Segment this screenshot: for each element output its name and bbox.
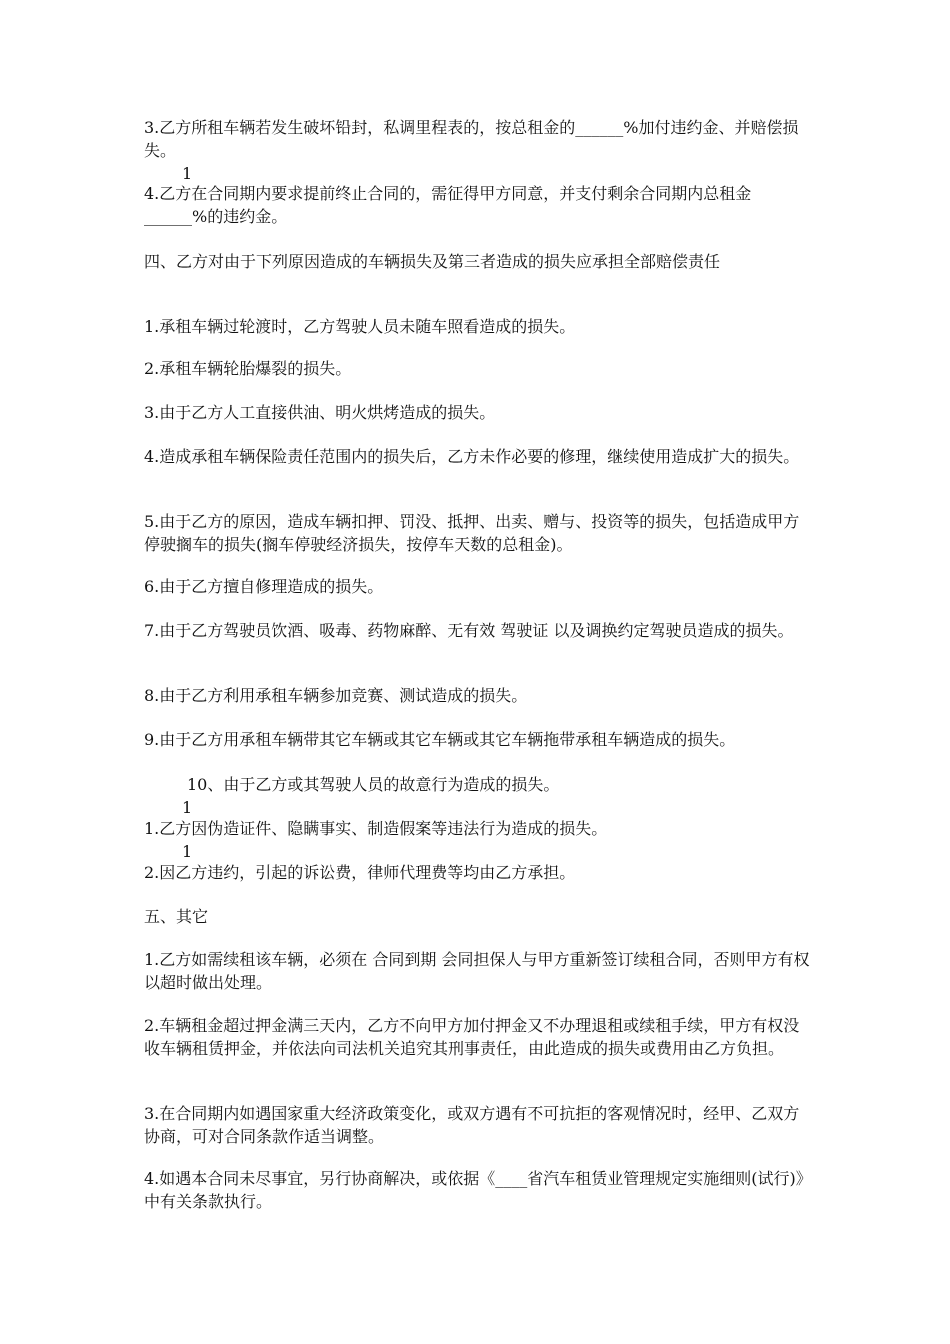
- page-marker: 1: [182, 164, 193, 183]
- liability-item-2: 2.承租车辆轮胎爆裂的损失。: [144, 359, 352, 378]
- page-marker: 1: [182, 798, 193, 817]
- liability-item-3: 3.由于乙方人工直接供油、明火烘烤造成的损失。: [144, 403, 496, 422]
- liability-item-1: 1.承租车辆过轮渡时，乙方驾驶人员未随车照看造成的损失。: [144, 317, 576, 336]
- liability-item-8: 8.由于乙方利用承租车辆参加竞赛、测试造成的损失。: [144, 686, 528, 705]
- section-4-heading: 四、乙方对由于下列原因造成的车辆损失及第三者造成的损失应承担全部赔偿责任: [144, 252, 721, 271]
- liability-item-5: 5.由于乙方的原因，造成车辆扣押、罚没、抵押、出卖、赠与、投资等的损失，包括造成甲方停驶搁车的损失(搁车停驶经济损失，按停车天数的总租金)。: [144, 512, 800, 554]
- liability-item-7: 7.由于乙方驾驶员饮酒、吸毒、药物麻醉、无有效 驾驶证 以及调换约定驾驶员造成的损失。: [144, 621, 794, 640]
- liability-item-12: 2.因乙方违约，引起的诉讼费，律师代理费等均由乙方承担。: [144, 863, 576, 882]
- other-clause-2: 2.车辆租金超过押金满三天内，乙方不向甲方加付押金又不办理退租或续租手续，甲方有权没收车辆租赁押金，并依法向司法机关追究其刑事责任，由此造成的损失或费用由乙方负担。: [144, 1016, 800, 1058]
- page-marker: 1: [182, 842, 193, 861]
- section-5-heading: 五、其它: [144, 907, 209, 926]
- other-clause-3: 3.在合同期内如遇国家重大经济政策变化，或双方遇有不可抗拒的客观情况时，经甲、乙双方协商，可对合同条款作适当调整。: [144, 1104, 800, 1146]
- liability-item-4: 4.造成承租车辆保险责任范围内的损失后，乙方未作必要的修理，继续使用造成扩大的损失。: [144, 447, 800, 466]
- other-clause-1: 1.乙方如需续租该车辆，必须在 合同到期 会同担保人与甲方重新签订续租合同，否则甲方有权以超时做出处理。: [144, 950, 810, 992]
- liability-item-6: 6.由于乙方擅自修理造成的损失。: [144, 577, 384, 596]
- liability-item-11: 1.乙方因伪造证件、隐瞒事实、制造假案等违法行为造成的损失。: [144, 819, 608, 838]
- other-clause-4: 4.如遇本合同未尽事宜，另行协商解决，或依据《____省汽车租赁业管理规定实施细则(试行)》中有关条款执行。: [144, 1169, 812, 1211]
- liability-item-10: 10、由于乙方或其驾驶人员的故意行为造成的损失。: [187, 775, 560, 794]
- clause-4-early-termination: 4.乙方在合同期内要求提前终止合同的，需征得甲方同意，并支付剩余合同期内总租金______%的违约金。: [144, 184, 752, 226]
- liability-item-9: 9.由于乙方用承租车辆带其它车辆或其它车辆或其它车辆拖带承租车辆造成的损失。: [144, 730, 736, 749]
- clause-3-seal-tampering: 3.乙方所租车辆若发生破坏铅封，私调里程表的，按总租金的______%加付违约金、并赔偿损失。: [144, 118, 799, 160]
